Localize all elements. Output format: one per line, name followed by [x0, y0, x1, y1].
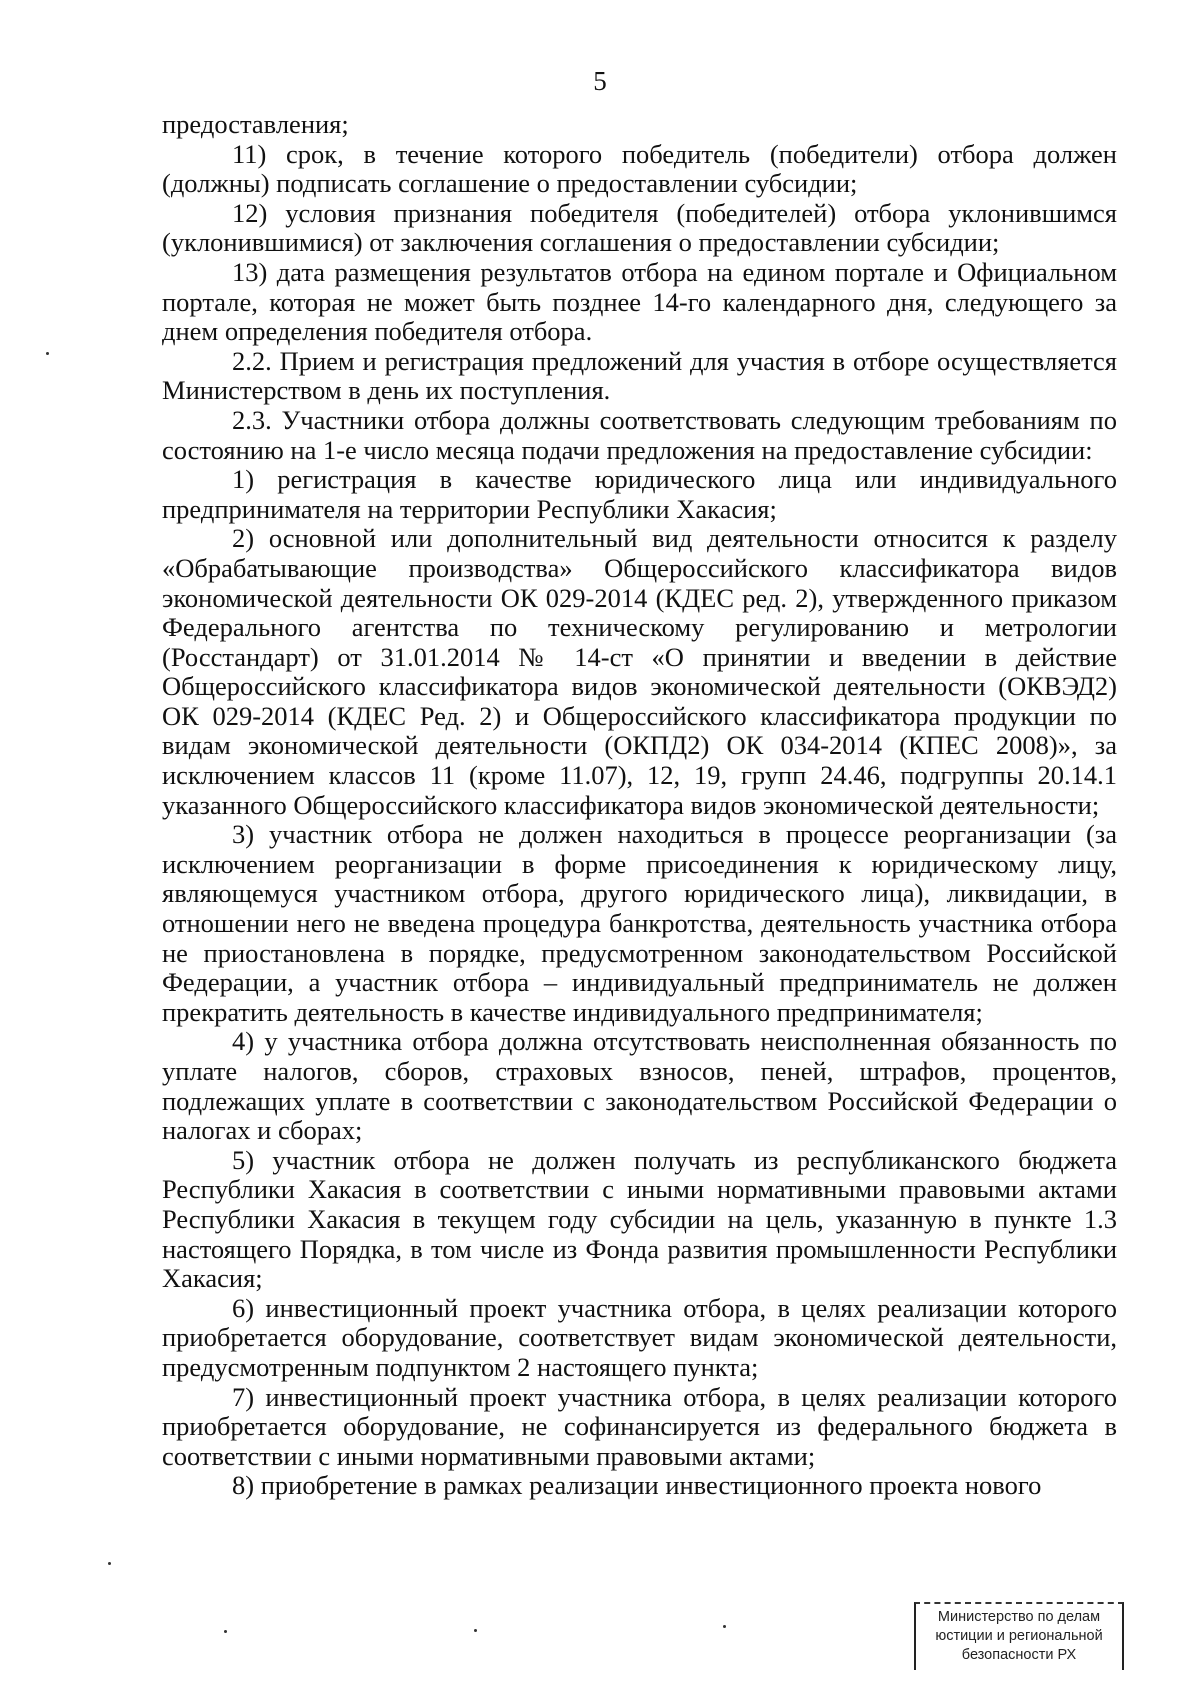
scan-speck: [224, 1630, 227, 1633]
scan-speck: [723, 1625, 726, 1628]
paragraph-continuation: предоставления;: [162, 109, 349, 139]
scan-speck: [108, 1562, 111, 1565]
scan-speck: [474, 1629, 477, 1632]
document-body: [162, 110, 1117, 1501]
requirement-4: 4) у участника отбора должна отсутствовать неисполненная обязанность по уплате налогов, сборов, страховых взносов, пеней, штрафов, процентов, подлежащих уплате в соответствии с законодательством Российской Федерации о налогах и сборах;: [162, 1026, 1117, 1146]
stamp-line-2: юстиции и региональной: [935, 1628, 1103, 1644]
paragraph-item-13: 13) дата размещения результатов отбора на едином портале и Официальном портале, которая не может быть позднее 14-го календарного дня, следующего за днем определения победителя отбора.: [162, 256, 1117, 347]
page-number: 5: [593, 66, 607, 96]
requirement-1: 1) регистрация в качестве юридического лица или индивидуального предпринимателя на территории Республики Хакасия;: [162, 464, 1117, 524]
requirement-6: 6) инвестиционный проект участника отбора, в целях реализации которого приобретается оборудование, соответствует видам экономической деятельности, предусмотренным подпунктом 2 настоящего пункта;: [162, 1292, 1117, 1382]
requirement-8: 8) приобретение в рамках реализации инвестиционного проекта нового: [232, 1470, 1042, 1501]
ministry-stamp: [914, 1602, 1124, 1670]
requirement-3: 3) участник отбора не должен находиться в процессе реорганизации (за исключением реорганизации в форме присоединения к юридическому лицу, являющемуся участником отбора, другого юридического лица), ликвидации, в отношении него не введена процедура банкротства, деятельность участника отбора не приостановлена в порядке, предусмотренном законодательством Российской Федерации, а участник отбора – индивидуальный предприниматель не должен прекратить деятельность в качестве индивидуального предпринимателя;: [162, 819, 1117, 1027]
stamp-line-3: безопасности РХ: [961, 1647, 1077, 1663]
requirement-7: 7) инвестиционный проект участника отбора, в целях реализации которого приобретается оборудование, не софинансируется из федерального бюджета в соответствии с иными нормативными правовыми актами;: [162, 1381, 1117, 1471]
scan-speck: [46, 352, 49, 355]
paragraph-2-2: 2.2. Прием и регистрация предложений для участия в отборе осуществляется Министерством в день их поступления.: [162, 345, 1117, 406]
requirement-5: 5) участник отбора не должен получать из республиканского бюджета Республики Хакасия в соответствии с иными нормативными правовыми актами Республики Хакасия в текущем году субсидии на цель, указанную в пункте 1.3 настоящего Порядка, в том числе из Фонда развития промышленности Республики Хакасия;: [162, 1144, 1117, 1294]
stamp-line-1: Министерство по делам: [937, 1609, 1101, 1625]
paragraph-2-3: 2.3. Участники отбора должны соответствовать следующим требованиям по состоянию на 1-е число месяца подачи предложения на предоставление субсидии:: [162, 404, 1117, 465]
paragraph-item-11: 11) срок, в течение которого победитель (победители) отбора должен (должны) подписать соглашение о предоставлении субсидии;: [162, 138, 1117, 199]
paragraph-item-12: 12) условия признания победителя (победителей) отбора уклонившимся (уклонившимися) от заключения соглашения о предоставлении субсидии;: [162, 197, 1117, 258]
requirement-2: 2) основной или дополнительный вид деятельности относится к разделу «Обрабатывающие производства» Общероссийского классификатора видов экономической деятельности ОК 029-2014 (КДЕС ред. 2), утвержденного приказом Федерального агентства по техническому регулированию и метрологии (Росстандарт) от 31.01.2014 № 14-ст «О принятии и введении в действие Общероссийского классификатора видов экономической деятельности (ОКВЭД2) ОК 029-2014 (КДЕС Ред. 2) и Общероссийского классификатора продукции по видам экономической деятельности (ОКПД2) ОК 034-2014 (КПЕС 2008)», за исключением классов 11 (кроме 11.07), 12, 19, групп 24.46, подгруппы 20.14.1 указанного Общероссийского классификатора видов экономической деятельности;: [162, 523, 1117, 820]
